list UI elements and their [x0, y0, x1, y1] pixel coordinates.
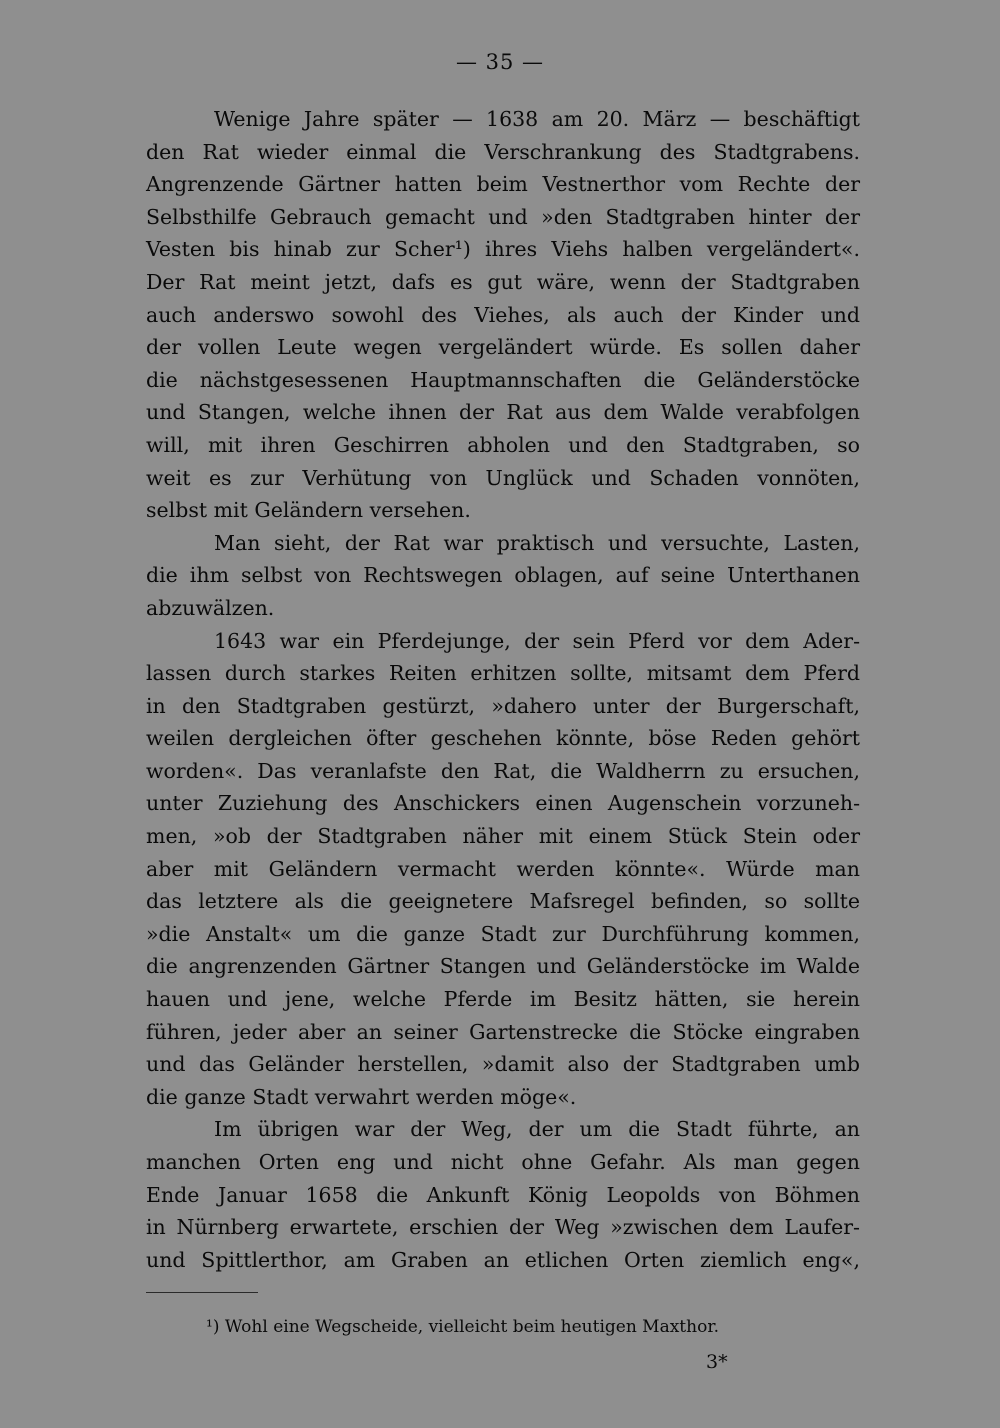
text-line: Angrenzende Gärtner hatten beim Vestnerthor vom Rechte der — [146, 172, 860, 197]
text-line: führen, jeder aber an seiner Gartenstrecke die Stöcke eingraben — [146, 1019, 860, 1044]
text-line: Im übrigen war der Weg, der um die Stadt führte, an — [214, 1117, 860, 1142]
footnote-divider — [146, 1292, 258, 1293]
text-line: die nächstgesessenen Hauptmannschaften die Geländerstöcke — [146, 367, 860, 392]
text-line: selbst mit Geländern versehen. — [146, 498, 471, 523]
text-line: der vollen Leute wegen vergeländert würde. Es sollen daher — [146, 335, 860, 360]
text-line: in den Stadtgraben gestürzt, »dahero unter der Burgerschaft, — [146, 693, 860, 718]
text-line: men, »ob der Stadtgraben näher mit einem Stück Stein oder — [146, 824, 860, 849]
text-line: Der Rat meint jetzt, dafs es gut wäre, wenn der Stadtgraben — [146, 269, 860, 294]
text-line: die ihm selbst von Rechtswegen oblagen, auf seine Unterthanen — [146, 563, 860, 588]
text-line: Wenige Jahre später — 1638 am 20. März — beschäftigt — [214, 107, 860, 131]
text-line: in Nürnberg erwartete, erschien der Weg »zwischen dem Laufer- — [146, 1215, 860, 1240]
text-line: unter Zuziehung des Anschickers einen Augenschein vorzuneh- — [146, 791, 860, 816]
text-line: den Rat wieder einmal die Verschrankung des Stadtgrabens. — [146, 139, 860, 164]
text-line: abzuwälzen. — [146, 595, 275, 620]
page-number: — 35 — — [455, 50, 545, 74]
text-line: das letztere als die geeignetere Mafsregel befinden, so sollte — [146, 889, 860, 914]
text-line: lassen durch starkes Reiten erhitzen sollte, mitsamt dem Pferd — [146, 661, 860, 686]
text-line: weit es zur Verhütung von Unglück und Schaden vonnöten, — [146, 465, 860, 490]
text-line: Selbsthilfe Gebrauch gemacht und »den Stadtgraben hinter der — [146, 204, 860, 229]
text-line: Vesten bis hinab zur Scher¹) ihres Viehs halben vergeländert«. — [146, 237, 860, 262]
text-line: Man sieht, der Rat war praktisch und versuchte, Lasten, — [214, 530, 860, 555]
text-line: 1643 war ein Pferdejunge, der sein Pferd vor dem Ader- — [214, 628, 860, 653]
text-line: »die Anstalt« um die ganze Stadt zur Durchführung kommen, — [146, 921, 860, 946]
body-text — [146, 103, 860, 1276]
text-line: die angrenzenden Gärtner Stangen und Geländerstöcke im Walde — [146, 954, 860, 979]
signature-mark: 3* — [706, 1351, 728, 1373]
text-line: worden«. Das veranlafste den Rat, die Waldherrn zu ersuchen, — [146, 758, 860, 783]
text-line: auch anderswo sowohl des Viehes, als auch der Kinder und — [146, 302, 860, 327]
text-line: und Stangen, welche ihnen der Rat aus dem Walde verabfolgen — [146, 400, 860, 425]
footnote: ¹) Wohl eine Wegscheide, vielleicht beim heutigen Maxthor. — [206, 1317, 719, 1337]
text-line: aber mit Geländern vermacht werden könnte«. Würde man — [146, 856, 860, 881]
text-line: die ganze Stadt verwahrt werden möge«. — [146, 1084, 577, 1109]
text-line: weilen dergleichen öfter geschehen könnte, böse Reden gehört — [146, 726, 860, 751]
text-line: und das Geländer herstellen, »damit also der Stadtgraben umb — [146, 1052, 860, 1077]
text-line: hauen und jene, welche Pferde im Besitz hätten, sie herein — [146, 987, 860, 1012]
text-line: und Spittlerthor, am Graben an etlichen Orten ziemlich eng«, — [146, 1247, 860, 1272]
text-line: Ende Januar 1658 die Ankunft König Leopolds von Böhmen — [146, 1182, 860, 1207]
text-line: manchen Orten eng und nicht ohne Gefahr. Als man gegen — [146, 1150, 860, 1174]
text-line: will, mit ihren Geschirren abholen und den Stadtgraben, so — [146, 432, 860, 457]
